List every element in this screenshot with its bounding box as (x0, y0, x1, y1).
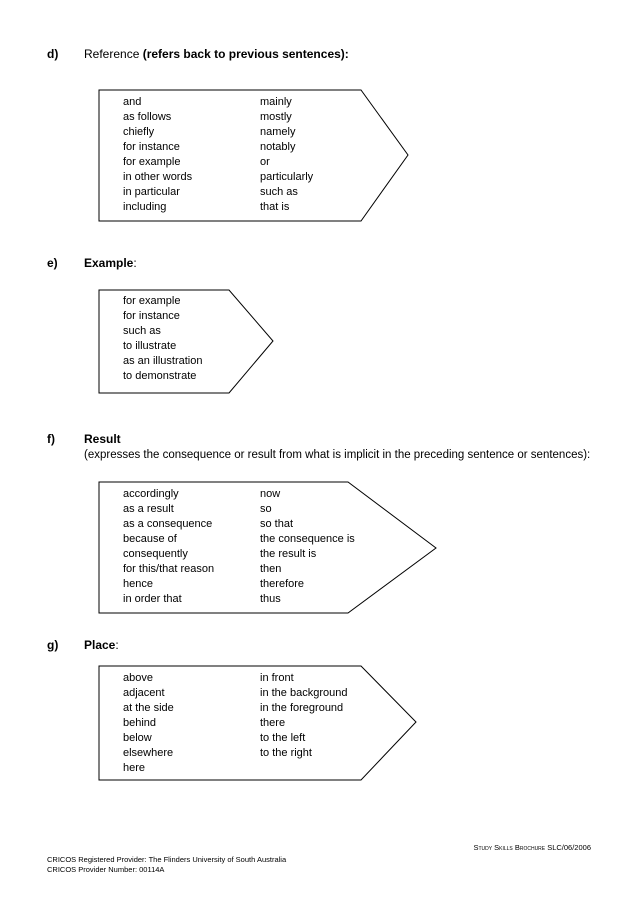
section-e-title-bold: Example (84, 256, 134, 270)
list-item: the consequence is (260, 533, 355, 545)
list-item: accordingly (123, 488, 179, 500)
section-e-title-colon: : (133, 256, 137, 270)
list-item: and (123, 96, 142, 108)
list-item: thus (260, 593, 281, 605)
list-item: in particular (123, 186, 180, 198)
list-item: such as (123, 325, 161, 337)
list-item: as follows (123, 111, 172, 123)
list-item: chiefly (123, 126, 155, 138)
footer-provider-line1: CRICOS Registered Provider: The Flinders University of South Australia (47, 855, 287, 864)
list-item: so (260, 503, 272, 515)
list-item: then (260, 563, 282, 575)
section-g-title (84, 638, 119, 652)
section-g-letter: g) (47, 638, 59, 652)
list-item: as a consequence (123, 518, 213, 530)
list-item: or (260, 156, 270, 168)
section-d-title-bold: (refers back to previous sentences): (142, 47, 349, 61)
list-item: for example (123, 295, 181, 307)
list-item: here (123, 762, 146, 774)
section-e-letter: e) (47, 256, 58, 270)
list-item: such as (260, 186, 298, 198)
section-e-col1 (123, 294, 203, 384)
list-item: for instance (123, 310, 180, 322)
section-g-col1 (123, 671, 174, 776)
section-f-col2 (260, 487, 355, 607)
footer-provider (47, 855, 286, 875)
list-item: elsewhere (123, 747, 174, 759)
list-item: therefore (260, 578, 305, 590)
list-item: mostly (260, 111, 292, 123)
list-item: as an illustration (123, 355, 203, 367)
list-item: so that (260, 518, 294, 530)
list-item: now (260, 488, 281, 500)
list-item: for example (123, 156, 181, 168)
list-item: below (123, 732, 152, 744)
list-item: in the background (260, 687, 348, 699)
list-item: to illustrate (123, 340, 177, 352)
list-item: to the left (260, 732, 306, 744)
footer-provider-line2: CRICOS Provider Number: 00114A (47, 865, 165, 874)
list-item: adjacent (123, 687, 165, 699)
list-item: to the right (260, 747, 312, 759)
list-item: for this/that reason (123, 563, 215, 575)
list-item: there (260, 717, 286, 729)
section-d-col2 (260, 95, 313, 215)
section-e-title (84, 256, 137, 270)
list-item: including (123, 201, 167, 213)
list-item: in the foreground (260, 702, 344, 714)
list-item: as a result (123, 503, 174, 515)
list-item: in other words (123, 171, 193, 183)
section-f-title (84, 432, 121, 446)
list-item: consequently (123, 548, 188, 560)
list-item: the result is (260, 548, 317, 560)
list-item: in front (260, 672, 294, 684)
list-item: at the side (123, 702, 174, 714)
section-g-title-colon: : (115, 638, 119, 652)
section-g-title-bold: Place (84, 638, 116, 652)
list-item: behind (123, 717, 157, 729)
list-item: namely (260, 126, 296, 138)
list-item: above (123, 672, 153, 684)
section-f-letter: f) (47, 432, 55, 446)
section-f-subtitle: (expresses the consequence or result from what is implicit in the preceding sentence or sentences): (84, 449, 591, 461)
list-item: that is (260, 201, 290, 213)
list-item: hence (123, 578, 153, 590)
list-item: mainly (260, 96, 292, 108)
section-d-letter: d) (47, 47, 59, 61)
section-d-col1 (123, 95, 192, 215)
list-item: notably (260, 141, 296, 153)
footer-brochure-code: Study Skills Brochure SLC/06/2006 (473, 843, 591, 852)
section-f-col1 (123, 487, 214, 607)
section-d-title-plain: Reference (84, 47, 143, 61)
list-item: in order that (123, 593, 182, 605)
list-item: particularly (260, 171, 314, 183)
list-item: for instance (123, 141, 180, 153)
section-f-title-bold: Result (84, 432, 121, 446)
list-item: because of (123, 533, 177, 545)
list-item: to demonstrate (123, 370, 197, 382)
section-g-col2 (260, 671, 347, 761)
